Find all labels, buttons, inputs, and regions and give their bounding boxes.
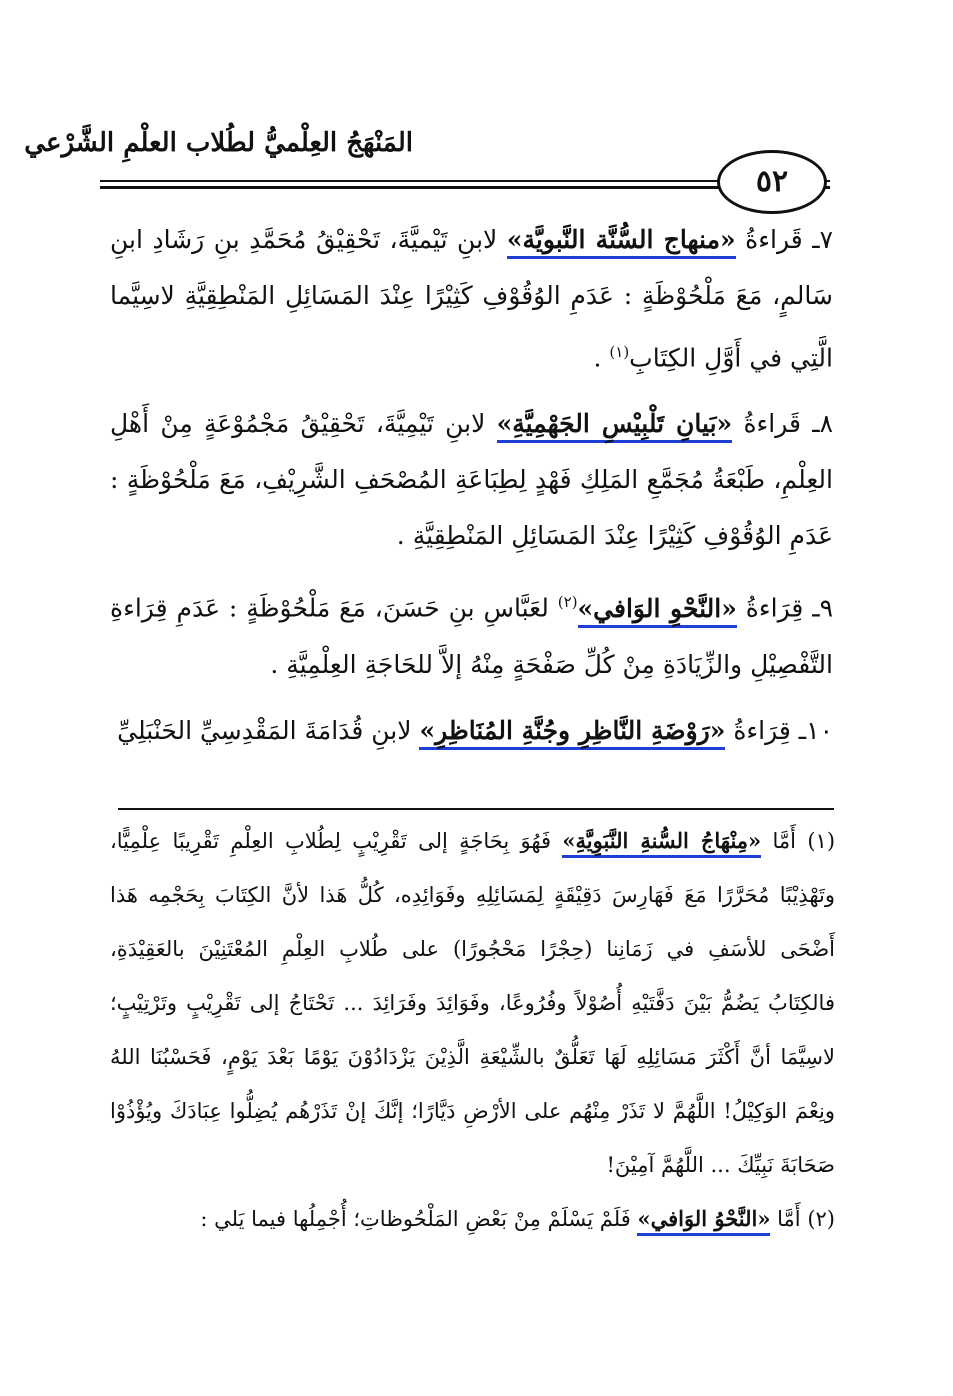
paragraph-lead: ٨ـ قَراءةُ: [743, 409, 833, 439]
paragraph-lead: ٩ـ قِرَاءةُ: [745, 593, 833, 623]
footnote-text: فَلَمْ يَسْلَمْ مِنْ بَعْضِ المَلْحُوظاتِ؛ أُجْمِلُها فيما يَلي :: [200, 1207, 631, 1231]
running-header-title: المَنْهَجُ العِلْميُّ لطُلاب العلْمِ الشَّرْعي: [24, 128, 413, 158]
paragraph-7: [110, 212, 833, 386]
footnote-2: [110, 1192, 835, 1246]
footnote-separator: [118, 808, 834, 810]
paragraph-tail: .: [270, 649, 279, 679]
paragraph-text: لعَبَّاسِ بنِ حَسَنَ، مَعَ مَلْحُوْظَةٍ : عَدَمِ قِرَاءةِ التَّفْصِيْلِ والزِّيَادَةِ مِنْ كُلِّ صَفْحَةٍ مِنْهُ إلاَّ للحَاجَةِ العِلْمِيَّةِ: [110, 593, 833, 679]
paragraph-text: لابنِ تَيْميَّةَ، تَحْقِيْقُ مُحَمَّدِ بنِ رَشَادِ ابنِ سَالمٍ، مَعَ مَلْحُوْظَةٍ : عَدَمِ الوُقُوْفِ كَثِيْرًا عِنْدَ المَسَائِلِ المَنْطِقِيَّةِ لاسِيَّما الَّتِي في أَوَّلِ الكِتَابِ: [110, 225, 833, 373]
book-title-underlined: «بَيانِ تَلْبِيْسِ الجَهْمِيَّةِ»: [497, 409, 733, 443]
paragraph-8: [110, 396, 833, 564]
paragraph-lead: ١٠ـ قِرَاءةُ: [733, 715, 833, 745]
book-title-underlined: «مِنْهَاجُ السُّنةِ النَّبَوِيَّةِ»: [562, 828, 761, 858]
page-number-badge: ٥٢: [717, 150, 827, 214]
footnote-lead: أَمَّا: [777, 1207, 801, 1231]
paragraph-lead: ٧ـ قَراءةُ: [745, 225, 833, 254]
book-title-underlined: «منهاج السُّنَّة النَّبويَّة»: [507, 225, 736, 259]
footnote-1: [110, 814, 835, 1192]
footnote-text: فَهُوَ بِحَاجَةٍ إلى تَقْرِيْبٍ لِطُلابِ العِلْمِ تَقْرِيبًا عِلْمِيًّا، وتَهْذِيْبًا مُحَرَّرًا مَعَ فَهَارِسَ دَقِيْقَةٍ لِمَسَائِلِهِ وفَوَائِدِه، كُلُّ هَذا لأنَّ الكِتَابَ بِحَجْمِه هَذا أَضْحَى للأسَفِ في زَمَانِنا (حِجْرًا مَحْجُورًا) على طُلابِ العِلْمِ المُعْتَنِيْنَ بالعَقِيْدَةِ، فالكِتَابُ يَضُمُّ بَيْنَ دَفَّتَيْهِ أُصُوْلاً وفُرُوعًا، وفَوَائِدَ وفَرَائِدَ ... تَحْتَاجُ إلى تَقْرِيْبٍ وتَرْتِيْبٍ؛ لاسِيَّمَا أنَّ أَكْثَرَ مَسَائِلِهِ لَهَا تَعَلُّقٌ بالشِّيْعَةِ الَّذِيْنَ يَزْدَادُوْنَ يَوْمًا بَعْدَ يَوْمٍ، فَحَسْبُنَا اللهُ ونِعْمَ الوَكِيْلُ! اللَّهُمَّ لا تَذَرْ مِنْهُم على الأرْضِ دَيَّارًا؛ إنَّكَ إنْ تَذَرْهُم يُضِلُّوا عِبَادَكَ ويُؤْذُوْا صَحَابَةَ نَبِيِّكَ ... اللَّهُمَّ آمِيْنَ!: [110, 829, 835, 1177]
footnote-lead: أَمَّا: [772, 829, 796, 853]
footnote-reference[interactable]: (٢): [557, 593, 578, 612]
book-title-underlined: «رَوْضَةِ النَّاظِرِ وجُنَّةِ المُنَاظِرِ»: [419, 716, 725, 750]
footnote-reference[interactable]: (١): [609, 343, 630, 361]
paragraph-text: لابنِ تَيْمِيَّةَ، تَحْقِيْقُ مَجْمُوْعَةٍ مِنْ أَهْلِ العِلْمِ، طَبْعَةُ مُجَمَّعِ المَلِكِ فَهْدٍ لِطِبَاعَةِ المُصْحَفِ الشَّرِيْفِ، مَعَ مَلْحُوْظَةٍ : عَدَمِ الوُقُوْفِ كَثِيْرًا عِنْدَ المَسَائِلِ المَنْطِقِيَّةِ: [110, 409, 833, 551]
main-text: [110, 212, 833, 769]
footnotes: [110, 814, 835, 1246]
paragraph-tail: .: [396, 521, 405, 551]
book-title-underlined: «النَّحْوِ الوَافي»: [578, 594, 737, 628]
footnote-number: (١): [807, 829, 836, 853]
paragraph-9: [110, 574, 833, 692]
footnote-number: (٢): [807, 1207, 835, 1231]
paragraph-10: [110, 703, 833, 759]
book-title-underlined: «النَّحْوُ الوَافي»: [637, 1206, 770, 1236]
paragraph-text: لابنِ قُدَامَةَ المَقْدِسِيِّ الحَنْبَلِيِّ: [117, 715, 412, 745]
paragraph-tail: .: [593, 343, 602, 373]
